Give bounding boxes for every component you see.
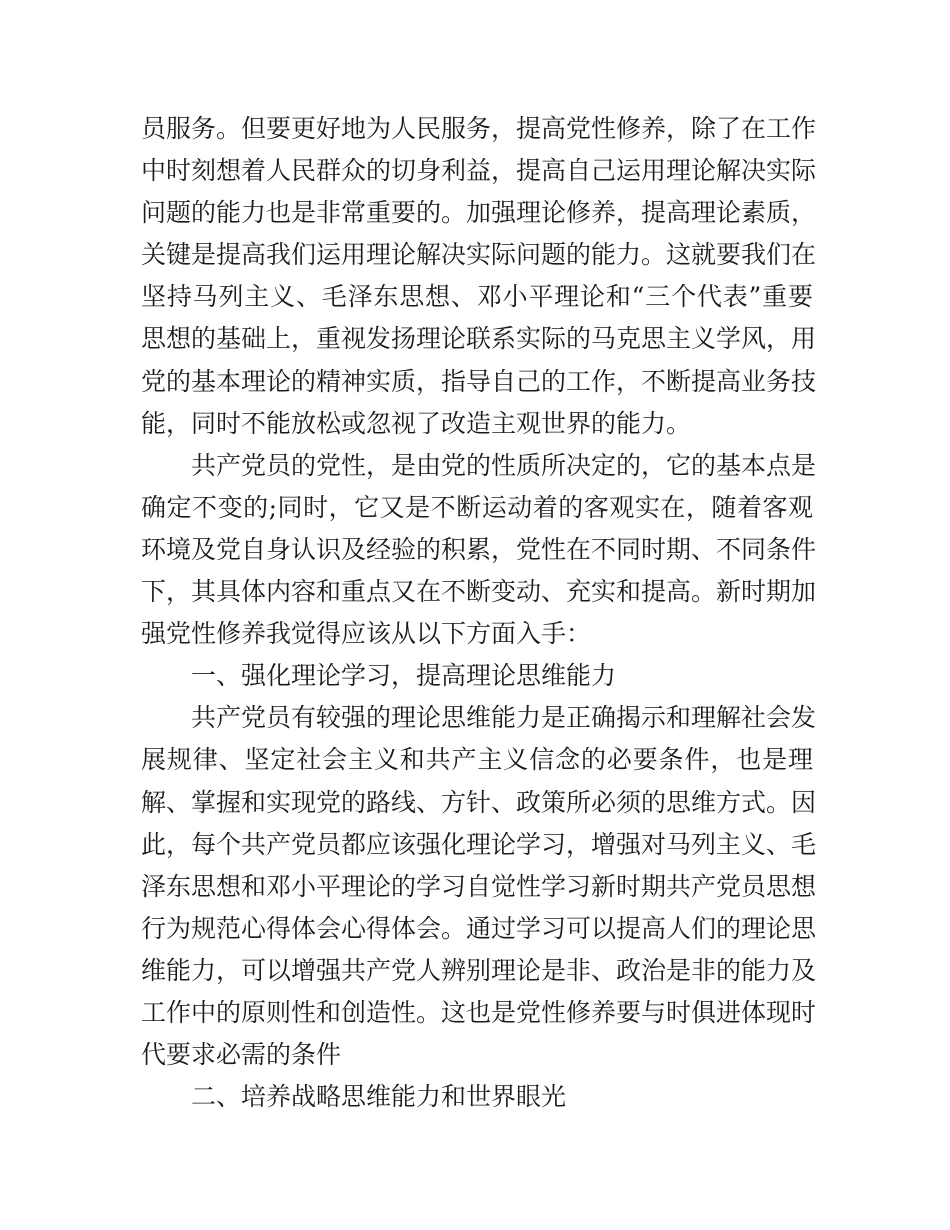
text-line: 行为规范心得体会心得体会。通过学习可以提高人们的理论思 <box>141 913 817 943</box>
text-line: 下，其具体内容和重点又在不断变动、充实和提高。新时期加 <box>141 577 817 607</box>
text-line: 思想的基础上，重视发扬理论联系实际的马克思主义学风，用 <box>141 324 817 354</box>
text-line: 环境及党自身认识及经验的积累，党性在不同时期、不同条件 <box>141 534 817 564</box>
text-line: 解、掌握和实现党的路线、方针、政策所必须的思维方式。因 <box>141 787 817 817</box>
text-line: 泽东思想和邓小平理论的学习自觉性学习新时期共产党员思想 <box>141 871 817 901</box>
text-line: 能，同时不能放松或忽视了改造主观世界的能力。 <box>141 408 692 438</box>
text-line: 关键是提高我们运用理论解决实际问题的能力。这就要我们在 <box>141 240 817 270</box>
text-line: 代要求必需的条件 <box>141 1040 342 1070</box>
body-text <box>141 108 817 1118</box>
heading-text: 一、强化理论学习，提高理论思维能力 <box>191 661 617 691</box>
paragraph <box>141 445 817 655</box>
text-line: 工作中的原则性和创造性。这也是党性修养要与时俱进体现时 <box>141 997 817 1027</box>
text-line: 共产党员有较强的理论思维能力是正确揭示和理解社会发 <box>191 703 817 733</box>
text-line: 问题的能力也是非常重要的。加强理论修养，提高理论素质， <box>141 198 817 228</box>
text-line: 中时刻想着人民群众的切身利益，提高自己运用理论解决实际 <box>141 156 817 186</box>
text-line: 确定不变的;同时，它又是不断运动着的客观实在，随着客观 <box>141 492 813 522</box>
text-line: 此，每个共产党员都应该强化理论学习，增强对马列主义、毛 <box>141 829 817 859</box>
heading-text: 二、培养战略思维能力和世界眼光 <box>191 1082 567 1112</box>
text-line: 坚持马列主义、毛泽东思想、邓小平理论和“三个代表”重要 <box>141 282 813 312</box>
text-line: 共产党员的党性，是由党的性质所决定的，它的基本点是 <box>191 450 817 480</box>
text-line: 员服务。但要更好地为人民服务，提高党性修养，除了在工作 <box>141 114 817 143</box>
section-heading <box>141 655 813 697</box>
text-line: 党的基本理论的精神实质，指导自己的工作，不断提高业务技 <box>141 366 817 396</box>
section-heading <box>141 1076 813 1118</box>
text-line: 强党性修养我觉得应该从以下方面入手： <box>141 619 592 649</box>
paragraph <box>141 108 817 445</box>
text-line: 展规律、坚定社会主义和共产主义信念的必要条件，也是理 <box>141 745 813 775</box>
text-line: 维能力，可以增强共产党人辨别理论是非、政治是非的能力及 <box>141 955 817 985</box>
paragraph <box>141 697 817 1076</box>
